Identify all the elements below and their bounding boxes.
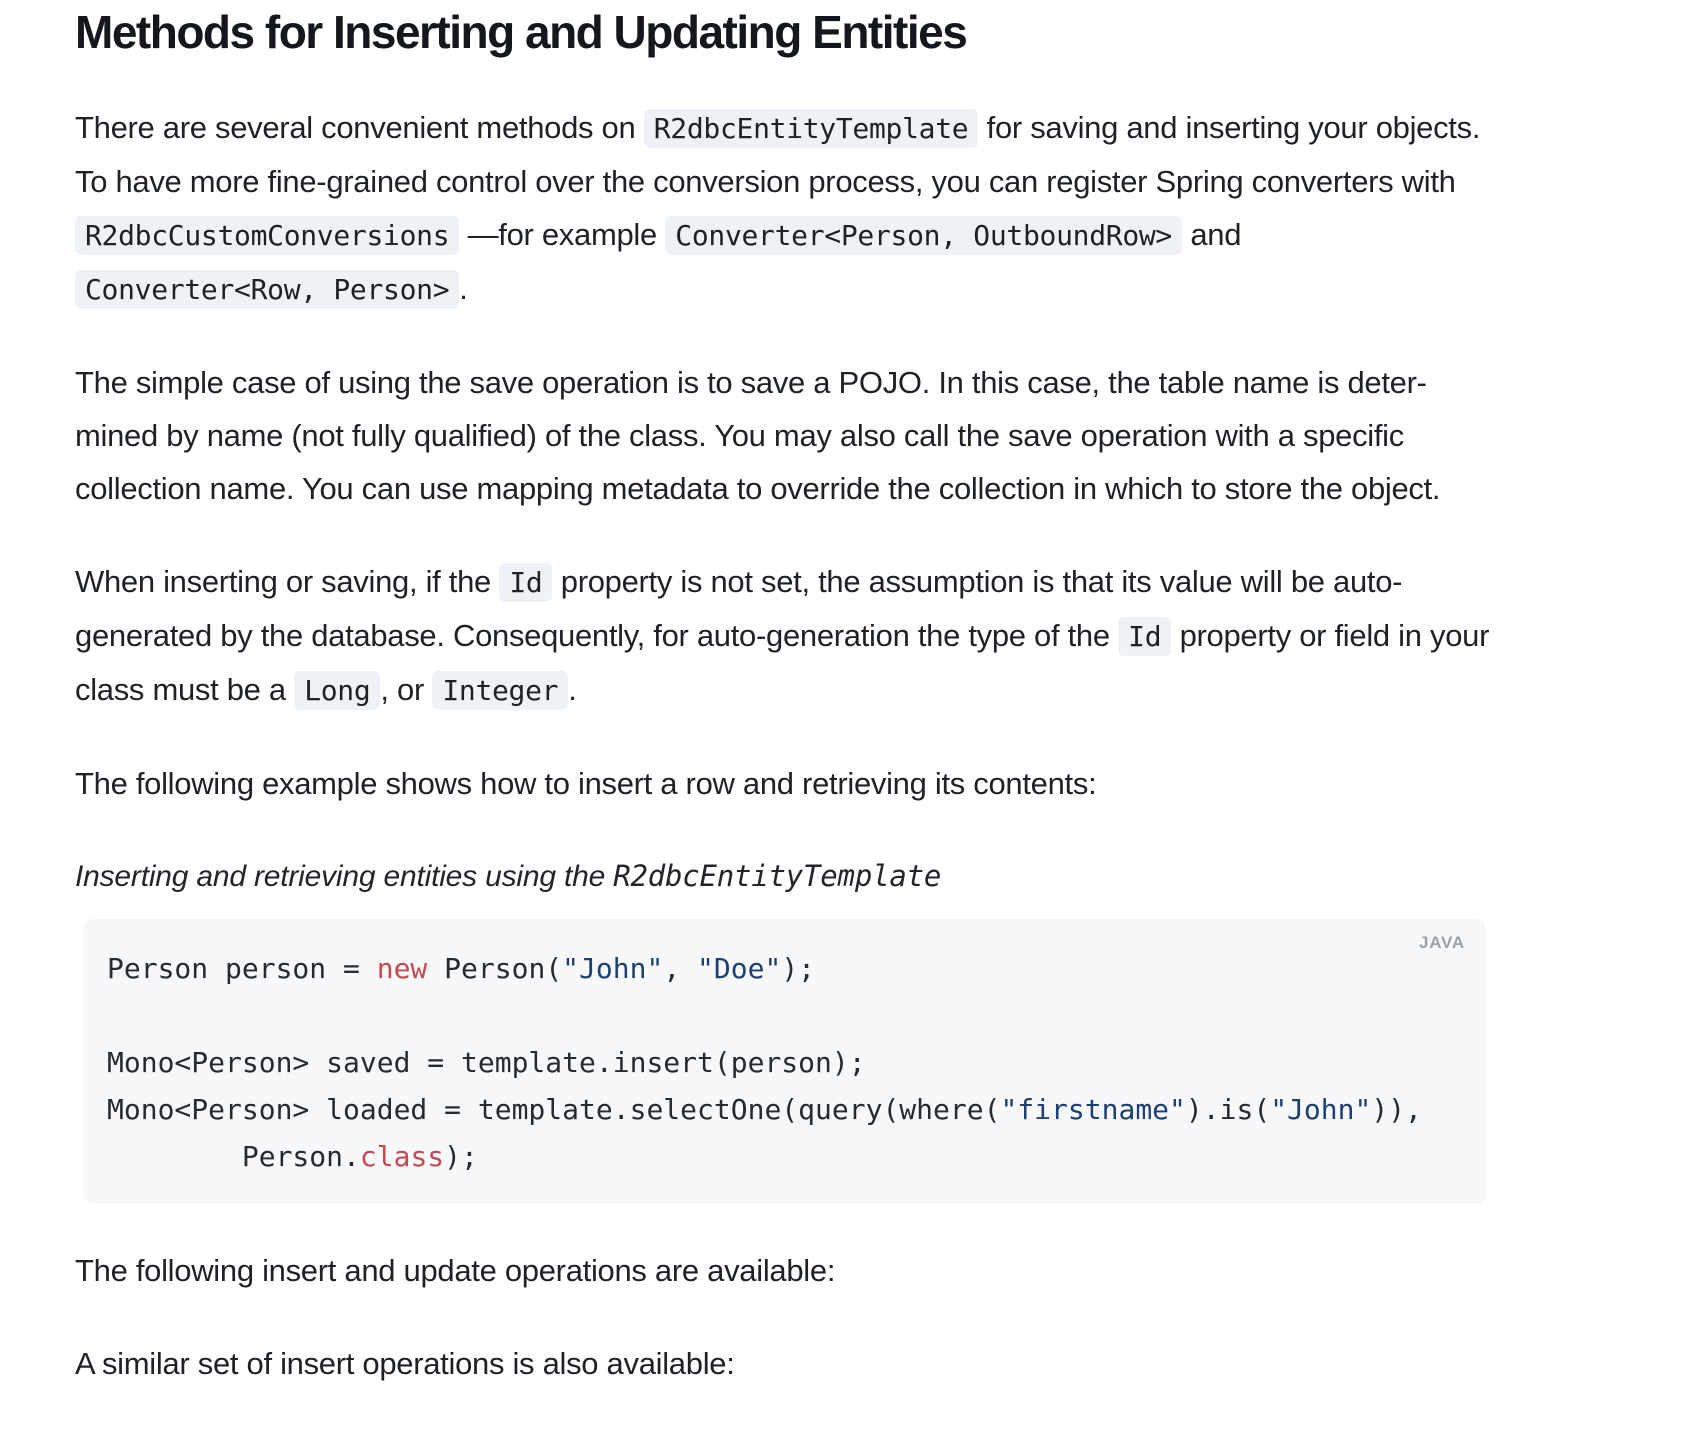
inline-code-italic: R2dbcEntityTemplate [613, 858, 942, 893]
code-line [107, 945, 1463, 992]
text-run: . [459, 270, 468, 306]
code-line [107, 992, 1463, 1039]
paragraph-id-autogeneration [75, 555, 1490, 717]
code-token-str: "Doe" [697, 951, 782, 985]
text-run: When inserting or saving, if the [75, 563, 500, 599]
text-run: The following example shows how to insert a row and retrieving its contents: [75, 765, 1097, 801]
code-example-caption [75, 850, 1490, 903]
code-language-badge: JAVA [1418, 932, 1465, 952]
code-token-plain: Person person = [107, 951, 377, 985]
paragraph-insert-update-lead-in [75, 1244, 1490, 1297]
inline-code: Converter<Row, Person> [75, 270, 459, 309]
text-run: The simple case of using the save operation is to save a POJO. In this case, the table name is determined by name (not fully qualified) of the class. You may also call the save operation with a specific collection name. You can use mapping metadata to override the collection in which to store the object. [75, 364, 1441, 506]
code-content [107, 945, 1463, 1180]
code-token-plain: )), [1371, 1092, 1422, 1126]
text-run: There are several convenient methods on [75, 109, 644, 145]
text-run: —for example [459, 216, 666, 252]
code-token-plain: Mono<Person> loaded = template.selectOne(query(where( [107, 1092, 1001, 1126]
text-run: Inserting and retrieving entities using the [75, 859, 614, 893]
text-run: property or field in your class must be a [75, 617, 1490, 707]
inline-code: Id [499, 563, 552, 602]
text-run: The following insert and update operations are available: [75, 1252, 836, 1288]
code-token-plain: Person. [107, 1139, 360, 1173]
code-token-plain: , [663, 951, 698, 985]
inline-code: R2dbcEntityTemplate [644, 109, 979, 148]
inline-code: Long [294, 671, 380, 710]
inline-code: Id [1118, 617, 1171, 656]
article [75, 0, 1490, 1390]
text-run: , or [380, 671, 433, 707]
code-token-plain: ).is( [1185, 1092, 1271, 1126]
inline-code: Converter<Person, OutboundRow> [665, 216, 1182, 255]
code-line [107, 1133, 1463, 1180]
code-block [83, 919, 1487, 1204]
page-title: Methods for Inserting and Updating Entities [75, 6, 967, 58]
code-token-str: "John" [562, 951, 664, 985]
text-run: . [568, 671, 577, 707]
text-run: A similar set of insert operations is also available: [75, 1345, 735, 1381]
code-token-str: "firstname" [1000, 1092, 1186, 1126]
code-token-kw: class [359, 1139, 445, 1173]
inline-code: Integer [432, 671, 568, 710]
code-token-str: "John" [1270, 1092, 1372, 1126]
code-token-plain: ); [781, 951, 816, 985]
code-line [107, 1039, 1463, 1086]
code-token-kw: new [376, 951, 428, 985]
code-token-plain: Mono<Person> saved = template.insert(person); [107, 1045, 866, 1079]
code-token-plain: ); [444, 1139, 478, 1173]
code-token-plain: Person( [427, 951, 563, 985]
text-run: for saving and inserting your objects. To have more fine-grained control over the conversion process, you can register Spring converters with [75, 109, 1481, 199]
inline-code: R2dbcCustomConversions [75, 216, 459, 255]
code-line [107, 1086, 1463, 1133]
text-run: property is not set, the assumption is that its value will be auto-generated by the database. Consequently, for auto-generation the type of the [75, 563, 1403, 653]
paragraph-intro [75, 101, 1490, 316]
paragraph-save-operation [75, 356, 1490, 515]
text-run: and [1182, 216, 1242, 252]
paragraph-similar-insert-lead-in [75, 1337, 1490, 1390]
paragraph-example-lead-in [75, 757, 1490, 810]
